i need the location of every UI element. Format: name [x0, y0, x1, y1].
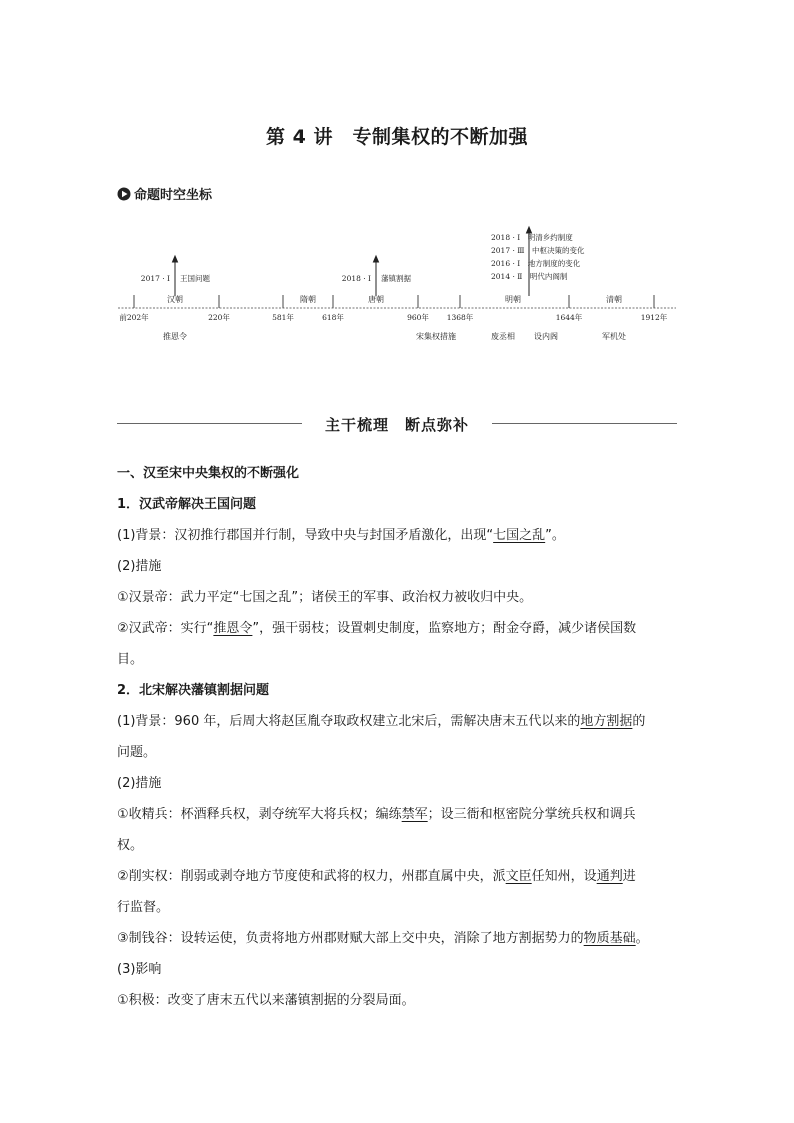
paragraph: ①积极：改变了唐末五代以来藩镇割据的分裂局面。 [117, 993, 415, 1008]
section-tag-label: 命题时空坐标 [134, 188, 213, 203]
key-term: 文臣 [505, 869, 532, 884]
paragraph: ①收精兵：杯酒释兵权，剥夺统军大将兵权；编练禁军；设三衙和枢密院分掌统兵权和调兵 [117, 807, 636, 822]
dynasty-label: 清朝 [606, 295, 622, 304]
paragraph: 目。 [117, 652, 144, 667]
paragraph: 行监督。 [117, 900, 170, 915]
year-label: 1368年 [446, 313, 474, 322]
ming-note: 2014 · Ⅱ 明代内阁制 [491, 272, 568, 281]
paragraph: (1)背景：汉初推行郡国并行制，导致中央与封国矛盾激化，出现“七国之乱”。 [117, 528, 565, 543]
event-label: 宋集权措施 [416, 332, 456, 341]
section-heading-text: 主干梳理 断点弥补 [315, 416, 479, 434]
ming-note: 2017 · Ⅲ 中枢决策的变化 [491, 246, 585, 255]
paragraph: ②削实权：削弱或剥夺地方节度使和武将的权力，州郡直属中央，派文臣任知州，设通判进 [117, 869, 636, 884]
year-label: 前202年 [119, 313, 149, 322]
section-1-title: 一、汉至宋中央集权的不断强化 [117, 466, 300, 481]
main-content [117, 458, 679, 1016]
year-label: 960年 [407, 313, 429, 322]
event-label: 军机处 [602, 332, 626, 341]
key-term: 禁军 [401, 807, 428, 822]
subsection-1-title: 1．汉武帝解决王国问题 [117, 497, 257, 512]
ming-note: 2018 · Ⅰ 明清乡约制度 [491, 233, 573, 242]
year-label: 581年 [272, 313, 294, 322]
dynasty-label: 明朝 [505, 295, 521, 304]
ming-note: 2016 · Ⅰ 地方制度的变化 [491, 259, 581, 268]
note-prefix-tang: 2018 · Ⅰ [341, 274, 371, 283]
paragraph: ③制钱谷：设转运使，负责将地方州郡财赋大部上交中央，消除了地方割据势力的物质基础。 [117, 931, 649, 946]
paragraph: (1)背景：960 年，后周大将赵匡胤夺取政权建立北宋后，需解决唐末五代以来的地方割据的 [117, 714, 646, 729]
dynasty-label: 汉朝 [167, 295, 183, 304]
dynasty-label: 唐朝 [368, 295, 384, 304]
key-term: 物质基础 [583, 931, 636, 946]
paragraph: ①汉景帝：武力平定“七国之乱”；诸侯王的军事、政治权力被收归中央。 [117, 590, 533, 605]
note-text-tang: 藩镇割据 [381, 274, 411, 283]
page-title: 第 4 讲 专制集权的不断加强 [266, 126, 528, 148]
key-term: 地方割据 [580, 714, 633, 729]
paragraph: ②汉武帝：实行“推恩令”，强干弱枝；设置刺史制度，监察地方；酎金夺爵，减少诸侯国数 [117, 621, 637, 636]
year-label: 1644年 [555, 313, 583, 322]
paragraph: (3)影响 [117, 962, 162, 977]
year-label: 1912年 [640, 313, 668, 322]
year-label: 220年 [208, 313, 230, 322]
year-label: 618年 [322, 313, 344, 322]
paragraph: (2)措施 [117, 776, 162, 791]
key-term: 推恩令 [213, 621, 253, 636]
note-text-han: 王国问题 [180, 274, 210, 283]
paragraph: 权。 [117, 838, 144, 853]
event-label: 推恩令 [163, 332, 187, 341]
dynasty-label: 隋朝 [300, 295, 316, 304]
timeline-diagram [0, 0, 794, 360]
key-term: 通判 [596, 869, 623, 884]
event-label: 废丞相 [491, 332, 515, 341]
subsection-2-title: 2．北宋解决藩镇割据问题 [117, 683, 270, 698]
note-prefix-han: 2017 · Ⅰ [140, 274, 170, 283]
key-term: 七国之乱 [493, 528, 546, 543]
section-heading [117, 414, 677, 434]
paragraph: (2)措施 [117, 559, 162, 574]
paragraph: 问题。 [117, 745, 157, 760]
event-label: 设内阁 [534, 332, 558, 341]
